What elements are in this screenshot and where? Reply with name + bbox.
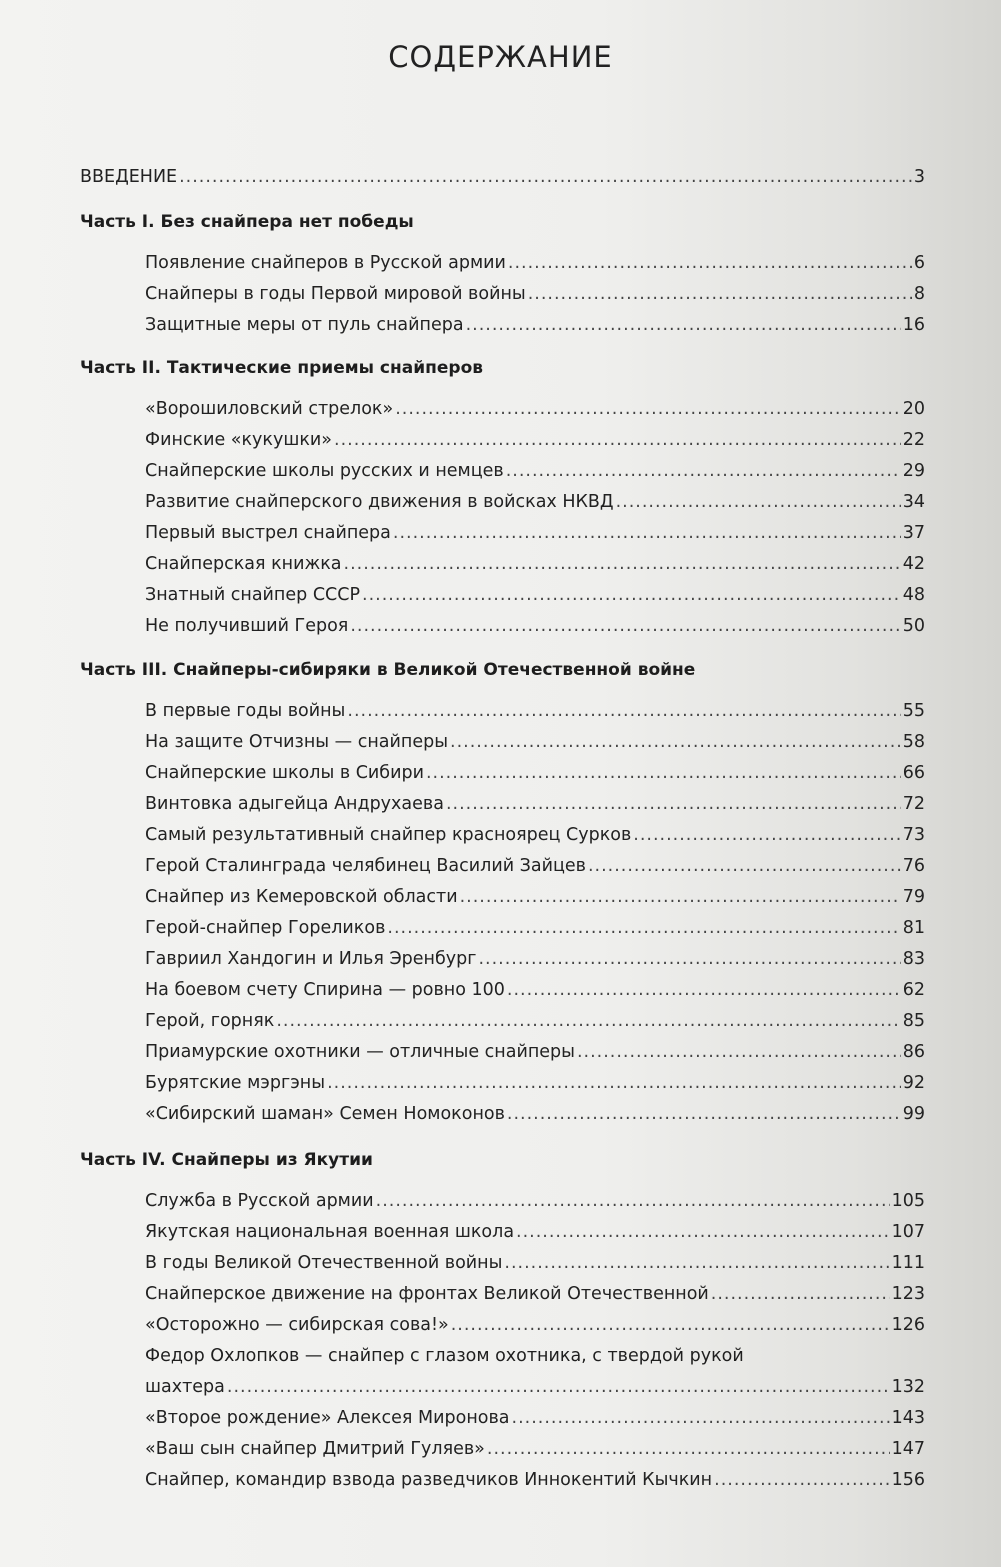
toc-page-number: 37: [902, 523, 925, 543]
dot-leader: [507, 977, 901, 1003]
toc-entry: [145, 1250, 925, 1276]
toc-entry-title: Приамурские охотники — отличные снайперы: [145, 1042, 575, 1062]
toc-page-number: 105: [891, 1191, 925, 1211]
toc-entry-title: Финские «кукушки»: [145, 430, 332, 450]
dot-leader: [577, 1039, 901, 1065]
toc-page-number: 6: [913, 253, 925, 273]
dot-leader: [508, 250, 912, 276]
toc-entry: [145, 915, 925, 941]
toc-entry: [145, 760, 925, 786]
toc-entry: [145, 729, 925, 755]
dot-leader: [347, 698, 900, 724]
toc-entry: [145, 396, 925, 422]
dot-leader: [426, 760, 901, 786]
dot-leader: [633, 822, 900, 848]
toc-page-number: 62: [902, 980, 925, 1000]
toc-page-number: 86: [902, 1042, 925, 1062]
toc-page-number: 29: [902, 461, 925, 481]
toc-entry-title: В первые годы войны: [145, 701, 346, 721]
toc-entry-title: Герой Сталинграда челябинец Василий Зайцев: [145, 856, 586, 876]
toc-entry: [145, 1436, 925, 1462]
dot-leader: [376, 1188, 890, 1214]
toc-page-number: 123: [891, 1284, 925, 1304]
toc-page-number: 73: [902, 825, 925, 845]
toc-entry: [145, 1312, 925, 1338]
toc-entry-title: «Второе рождение» Алексея Миронова: [145, 1408, 510, 1428]
toc-entry-title: Снайпер, командир взвода разведчиков Иннокентий Кычкин: [145, 1470, 713, 1490]
toc-page-number: 76: [902, 856, 925, 876]
toc-page-number: 81: [902, 918, 925, 938]
toc-page-number: 66: [902, 763, 925, 783]
toc-entry-title: Самый результативный снайпер красноярец Сурков: [145, 825, 632, 845]
toc-page-number: 126: [891, 1315, 925, 1335]
toc-page-number: 72: [902, 794, 925, 814]
toc-entry-title: В годы Великой Отечественной войны: [145, 1253, 503, 1273]
toc-entry: [145, 250, 925, 276]
toc-page-number: 8: [913, 284, 925, 304]
toc-entry: [145, 281, 925, 307]
toc-entry: [145, 1219, 925, 1245]
toc-entry-title: Развитие снайперского движения в войсках НКВД: [145, 492, 614, 512]
toc-entry-title: шахтера: [145, 1377, 225, 1397]
toc-entry: [145, 1374, 925, 1400]
toc-entry-title: Федор Охлопков — снайпер с глазом охотника, с твердой рукой: [145, 1346, 744, 1366]
dot-leader: [350, 613, 900, 639]
toc-page-number: 20: [902, 399, 925, 419]
part-heading: Часть III. Снайперы-сибиряки в Великой Отечественной войне: [80, 660, 696, 680]
toc-entry: [80, 164, 925, 190]
toc-page-number: 42: [902, 554, 925, 574]
dot-leader: [528, 281, 912, 307]
dot-leader: [516, 1219, 890, 1245]
toc-entry: [145, 1039, 925, 1065]
toc-page-number: 92: [902, 1073, 925, 1093]
toc-entry: [145, 791, 925, 817]
toc-entry-title: Винтовка адыгейца Андрухаева: [145, 794, 444, 814]
toc-entry: [145, 582, 925, 608]
part-heading: Часть I. Без снайпера нет победы: [80, 212, 414, 232]
toc-entry: [145, 1070, 925, 1096]
toc-page-number: 79: [902, 887, 925, 907]
toc-entry: [145, 853, 925, 879]
toc-entry-title: Служба в Русской армии: [145, 1191, 374, 1211]
toc-entry-title: Якутская национальная военная школа: [145, 1222, 515, 1242]
toc-entry: [145, 946, 925, 972]
toc-page-number: 55: [902, 701, 925, 721]
toc-entry: [145, 1008, 925, 1034]
dot-leader: [362, 582, 901, 608]
dot-leader: [344, 551, 901, 577]
dot-leader: [395, 396, 901, 422]
toc-entry-title: Не получивший Героя: [145, 616, 349, 636]
dot-leader: [179, 164, 912, 190]
toc-entry: [145, 1101, 925, 1127]
toc-entry-title: Появление снайперов в Русской армии: [145, 253, 506, 273]
toc-page-number: 147: [891, 1439, 925, 1459]
dot-leader: [334, 427, 901, 453]
dot-leader: [327, 1070, 901, 1096]
toc-entry-title: Знатный снайпер СССР: [145, 585, 361, 605]
toc-entry: [145, 1188, 925, 1214]
toc-entry-title: Снайперы в годы Первой мировой войны: [145, 284, 526, 304]
part-heading: Часть II. Тактические приемы снайперов: [80, 358, 484, 378]
toc-entry-title: Гавриил Хандогин и Илья Эренбург: [145, 949, 477, 969]
toc-entry: [145, 1467, 925, 1493]
dot-leader: [466, 312, 901, 338]
toc-entry: [145, 977, 925, 1003]
toc-page-number: 58: [902, 732, 925, 752]
dot-leader: [487, 1436, 890, 1462]
toc-entry: [145, 698, 925, 724]
dot-leader: [512, 1405, 890, 1431]
toc-entry: [145, 312, 925, 338]
toc-entry-title: Первый выстрел снайпера: [145, 523, 391, 543]
toc-page-number: 107: [891, 1222, 925, 1242]
toc-entry: [145, 1281, 925, 1307]
dot-leader: [276, 1008, 900, 1034]
toc-entry-title: Снайперская книжка: [145, 554, 342, 574]
toc-page-number: 22: [902, 430, 925, 450]
toc-entry: [145, 822, 925, 848]
toc-entry-title: На защите Отчизны — снайперы: [145, 732, 449, 752]
toc-page-number: 16: [902, 315, 925, 335]
dot-leader: [450, 729, 901, 755]
toc-page-number: 3: [913, 167, 925, 187]
toc-entry-title: Снайперские школы в Сибири: [145, 763, 424, 783]
dot-leader: [446, 791, 901, 817]
toc-page-number: 156: [891, 1470, 925, 1490]
toc-entry-title: «Ворошиловский стрелок»: [145, 399, 394, 419]
toc-entry: [145, 613, 925, 639]
dot-leader: [451, 1312, 890, 1338]
toc-entry: [145, 1405, 925, 1431]
toc-entry-title: Снайперское движение на фронтах Великой Отечественной: [145, 1284, 709, 1304]
toc-entry-title: Защитные меры от пуль снайпера: [145, 315, 464, 335]
toc-entry: [145, 427, 925, 453]
toc-entry-title: Снайперские школы русских и немцев: [145, 461, 504, 481]
toc-entry-title: На боевом счету Спирина — ровно 100: [145, 980, 505, 1000]
toc-page-number: 143: [891, 1408, 925, 1428]
dot-leader: [227, 1374, 890, 1400]
toc-entry: [145, 884, 925, 910]
dot-leader: [393, 520, 901, 546]
toc-entry: [145, 458, 925, 484]
toc-page-number: 99: [902, 1104, 925, 1124]
toc-page-number: 48: [902, 585, 925, 605]
dot-leader: [507, 1101, 901, 1127]
dot-leader: [588, 853, 901, 879]
dot-leader: [711, 1281, 890, 1307]
toc-entry-title: Герой-снайпер Гореликов: [145, 918, 386, 938]
toc-page-number: 83: [902, 949, 925, 969]
toc-page-number: 34: [902, 492, 925, 512]
toc-entry: [145, 551, 925, 577]
page-title: СОДЕРЖАНИЕ: [388, 40, 613, 74]
toc-page-number: 85: [902, 1011, 925, 1031]
dot-leader: [478, 946, 900, 972]
toc-entry-title: Снайпер из Кемеровской области: [145, 887, 458, 907]
dot-leader: [506, 458, 901, 484]
toc-entry-title: «Осторожно — сибирская сова!»: [145, 1315, 449, 1335]
toc-page-number: 111: [891, 1253, 925, 1273]
dot-leader: [714, 1467, 889, 1493]
dot-leader: [616, 489, 901, 515]
toc-entry-title: «Ваш сын снайпер Дмитрий Гуляев»: [145, 1439, 485, 1459]
dot-leader: [460, 884, 901, 910]
toc-entry-title: Герой, горняк: [145, 1011, 275, 1031]
toc-entry-title: Бурятские мэргэны: [145, 1073, 326, 1093]
toc-page-number: 132: [891, 1377, 925, 1397]
toc-entry-title: «Сибирский шаман» Семен Номоконов: [145, 1104, 505, 1124]
toc-entry-title: ВВЕДЕНИЕ: [80, 167, 178, 187]
toc-entry: [145, 520, 925, 546]
dot-leader: [387, 915, 900, 941]
part-heading: Часть IV. Снайперы из Якутии: [80, 1150, 373, 1170]
toc-page-number: 50: [902, 616, 925, 636]
toc-entry: [145, 489, 925, 515]
dot-leader: [504, 1250, 889, 1276]
